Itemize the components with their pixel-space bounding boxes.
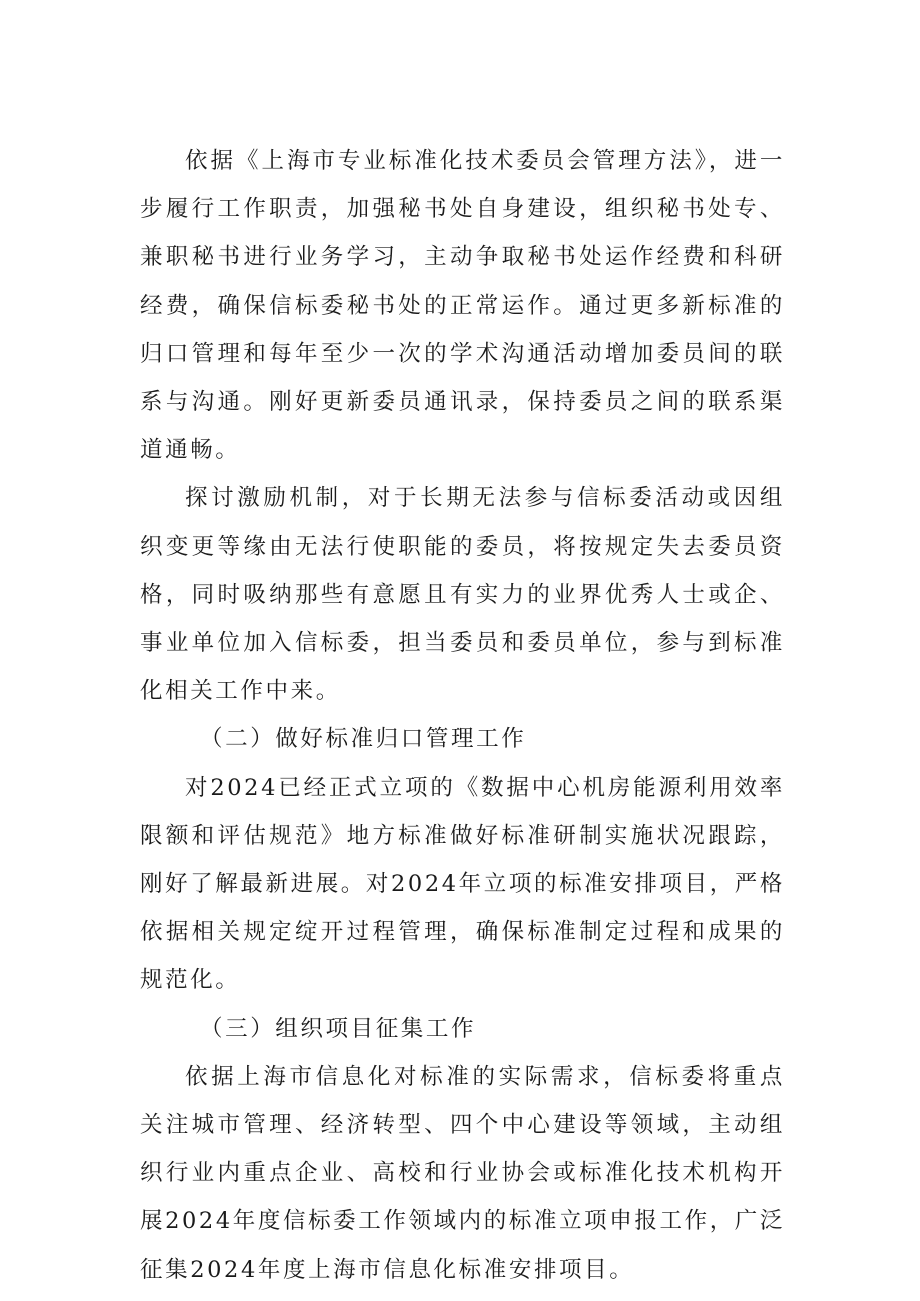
paragraph-secretariat-work: 依据《上海市专业标准化技术委员会管理方法》，进一步履行工作职责，加强秘书处自身建设，组织秘书处专、兼职秘书进行业务学习，主动争取秘书处运作经费和科研经费，确保信标委秘书处的正常运作。通过更多新标准的归口管理和每年至少一次的学术沟通活动增加委员间的联系与沟通。刚好更新委员通讯录，保持委员之间的联系渠道通畅。 <box>140 148 785 464</box>
paragraph-incentive-mechanism: 探讨激励机制，对于长期无法参与信标委活动或因组织变更等缘由无法行使职能的委员，将按规定失去委员资格，同时吸纳那些有意愿且有实力的业界优秀人士或企、事业单位加入信标委，担当委员和委员单位，参与到标准化相关工作中来。 <box>140 485 785 705</box>
section-heading-project-collection: （三）组织项目征集工作 <box>200 1015 477 1042</box>
paragraph-project-collection: 依据上海市信息化对标准的实际需求，信标委将重点关注城市管理、经济转型、四个中心建设等领域，主动组织行业内重点企业、高校和行业协会或标准化技术机构开展2024年度信标委工作领域内的标准立项申报工作，广泛征集2024年度上海市信息化标准安排项目。 <box>140 1063 785 1283</box>
paragraph-standards-tracking: 对2024已经正式立项的《数据中心机房能源利用效率限额和评估规范》地方标准做好标准研制实施状况跟踪，刚好了解最新进展。对2024年立项的标准安排项目，严格依据相关规定绽开过程管理，确保标准制定过程和成果的规范化。 <box>140 774 785 994</box>
document-body <box>140 137 785 1294</box>
section-heading-standards-management: （二）做好标准归口管理工作 <box>200 726 527 753</box>
